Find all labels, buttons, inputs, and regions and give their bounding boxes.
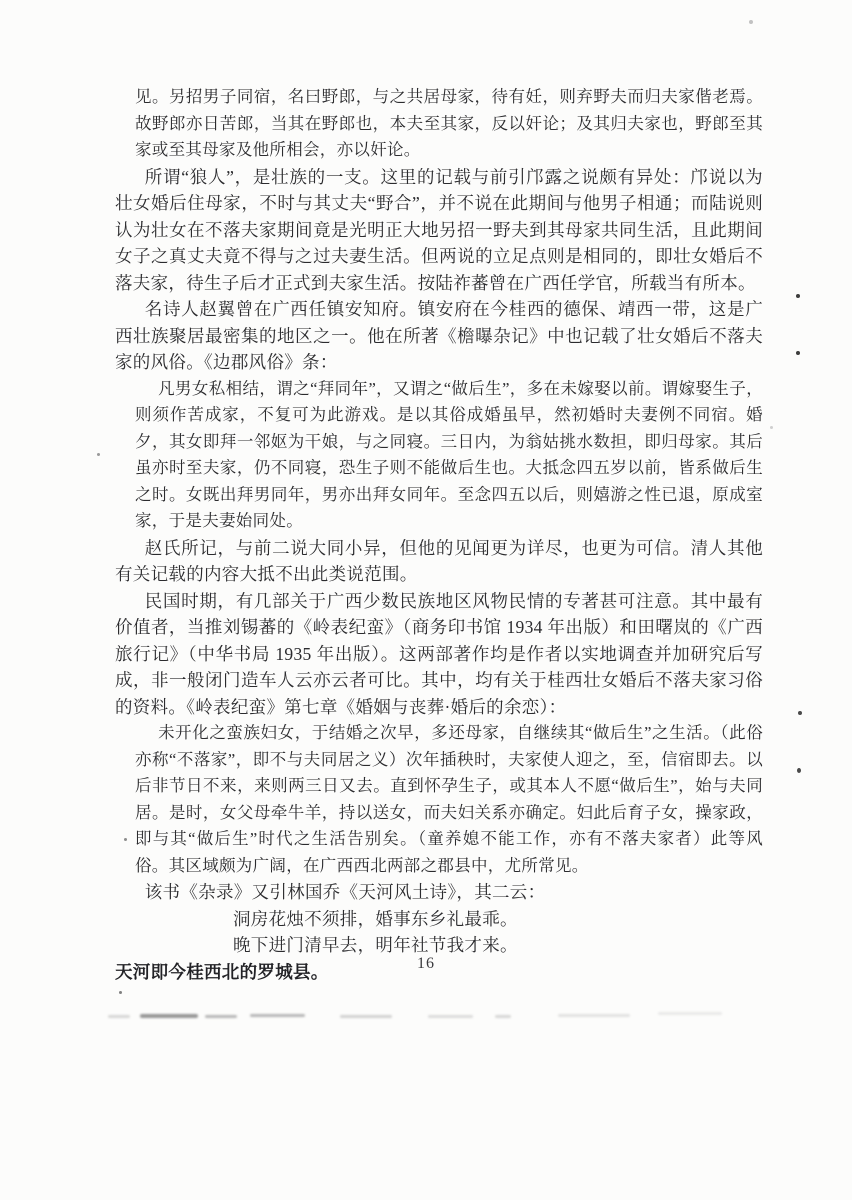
scan-speckle (97, 453, 100, 456)
scan-speckle (770, 426, 773, 429)
scan-speckle (124, 838, 127, 841)
scan-speckle (798, 711, 802, 715)
paragraph-zhaoshi-comment: 赵氏所记，与前二说大同小异，但他的见闻更为详尽，也更为可信。清人其他有关记载的内容大抵不出此类说范围。 (115, 537, 763, 584)
scan-speckle (796, 294, 800, 298)
poem-line-1: 洞房花烛不须排，婚事东乡礼最乖。 (233, 908, 518, 929)
paragraph-minguo-books: 民国时期，有几部关于广西少数民族地区风物民情的专著甚可注意。其中最有价值者，当推刘锡蕃的《岭表纪蛮》（商务印书馆 1934 年出版）和田曙岚的《广西旅行记》（中华书局 1935 年出版）。这两部著作均是作者以实地调查并加研究后写成，非一般闭门造车人云亦云者可比。其中，均有关于桂西壮女婚后不落夫家习俗的资料。《岭表纪蛮》第七章《婚姻与丧葬·婚后的余恋）： (115, 590, 763, 717)
scan-smudge (340, 1015, 392, 1018)
scan-smudge (205, 1015, 237, 1018)
scan-smudge (250, 1014, 305, 1017)
page-number: 16 (417, 955, 435, 972)
scan-smudge (428, 1015, 473, 1018)
scan-speckle (119, 991, 122, 994)
paragraph-gaishu-zalu: 该书《杂录》又引林国乔《天河风土诗》，其二云： (144, 882, 546, 902)
scan-smudge (140, 1014, 198, 1018)
paragraph-langren-commentary: 所谓“狼人”，是壮族的一支。这里的记载与前引邝露之说颇有异处：邝说以为壮女婚后住母家，不时与其丈夫“野合”，并不说在此期间与他男子相通；而陆说则认为壮女在不落夫家期间竟是光明正大地另招一野夫到其母家共同生活，且此期间女子之真丈夫竟不得与之过夫妻生活。但两说的立足点则是相同的，即壮女婚后不落夫家，待生子后才正式到夫家生活。按陆祚蕃曾在广西任学官，所载当有所本。 (115, 166, 763, 293)
poem-line-2: 晚下进门清早去，明年社节我才来。 (233, 935, 518, 955)
paragraph-tianhe-note: 天河即今桂西北的罗城县。 (115, 961, 329, 982)
poem (115, 906, 763, 959)
scan-speckle (749, 20, 753, 24)
scan-smudge (658, 1012, 722, 1015)
scan-smudge (108, 1015, 130, 1018)
paragraph-zhaoyi-intro: 名诗人赵翼曾在广西任镇安知府。镇安府在今桂西的德保、靖西一带，这是广西壮族聚居最密集的地区之一。他在所著《檐曝杂记》中也记载了壮女婚后不落夫家的风俗。《边郡风俗》条： (115, 299, 763, 372)
scan-smudge (558, 1014, 630, 1017)
text-column (115, 84, 763, 985)
block-quote-lingbiao-jiman: 未开化之蛮族妇女，于结婚之次早，多还母家，自继续其“做后生”之生活。（此俗亦称“不落家”，即不与夫同居之义）次年插秧时，夫家使人迎之，至，信宿即去。以后非节日不来，来则两三日又去。直到怀孕生子，或其本人不愿“做后生”，始与夫同居。是时，女父母牵牛羊，持以送女，而夫妇关系亦确定。妇此后育子女，操家政，即与其“做后生”时代之生活告别矣。（童养媳不能工作，亦有不落夫家者）此等风俗。其区域颇为广阔，在广西西北两部之郡县中，尤所常见。 (135, 723, 763, 875)
block-quote-bianjun-fengsu: 凡男女私相结，谓之“拜同年”，又谓之“做后生”，多在未嫁娶以前。谓嫁娶生子，则须作苦成家，不复可为此游戏。是以其俗成婚虽早，然初婚时夫妻例不同宿。婚夕，其女即拜一邻妪为干娘，与之同寝。三日内，为翁姑挑水数担，即归母家。其后虽亦时至夫家，仍不同寝，恐生子则不能做后生也。大抵念四五岁以前，皆系做后生之时。女既出拜男同年，男亦出拜女同年。至念四五以后，则嬉游之性已退，原成室家，于是夫妻始同处。 (135, 378, 763, 530)
scan-speckle (797, 768, 801, 773)
scan-speckle (796, 351, 800, 355)
block-quote-continuation: 见。另招男子同宿，名曰野郎，与之共居母家，待有妊，则弃野夫而归夫家偕老焉。故野郎亦日苦郎，当其在野郎也，本夫至其家，反以奸论；及其归夫家也，野郎至其家或至其母家及他所相会，亦以奸论。 (135, 87, 763, 159)
scan-smudge (495, 1015, 511, 1018)
